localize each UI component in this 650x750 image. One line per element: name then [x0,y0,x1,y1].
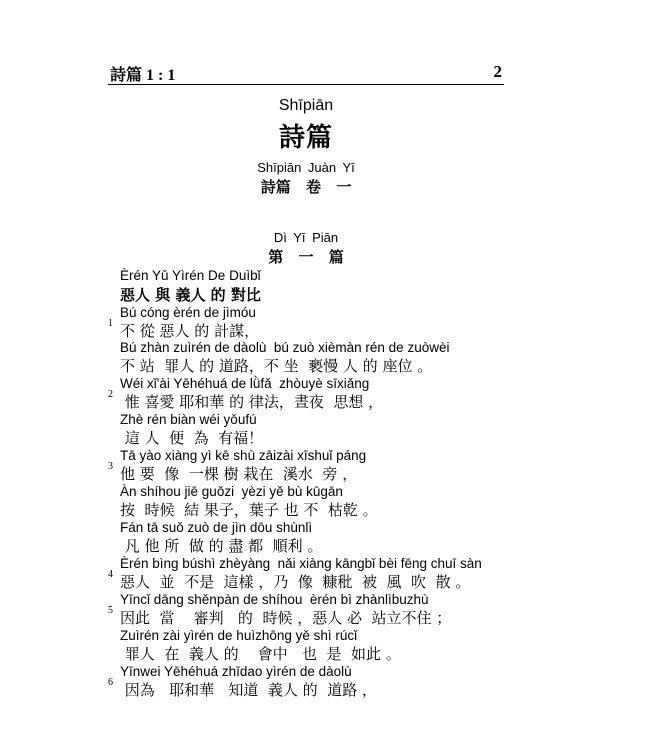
running-header: 詩篇 1 : 1 [110,67,176,84]
line-pinyin: Èrén bìng búshì zhèyàng nǎi xiàng kāngbǐ bèi fēng chuī sàn [120,556,482,571]
line-pinyin: Fán tā suǒ zuò de jìn dōu shùnlì [120,520,313,535]
line-pinyin: Zuìrén zài yìrén de huìzhōng yě shì rúcǐ [120,628,358,643]
line-pinyin: Wéi xǐ'ài Yēhéhuá de lǜfǎ zhòuyè sīxiǎng [120,376,370,391]
verse-number: 2 [108,389,113,400]
line-pinyin: Bú zhàn zuìrén de dàolù bú zuò xièmàn rén de zuòwèi [120,340,450,355]
line-hanzi: 惡人 並 不是 這樣 ，乃 像 糠秕 被 風 吹 散 。 [120,573,471,591]
line-pinyin: Àn shíhou jiē guǒzi yèzi yě bù kūgān [120,484,343,499]
volume-title-pinyin: Shīpiān Juàn Yī [257,160,355,175]
line-pinyin: Zhè rén biàn wéi yǒufú [120,412,257,427]
line-pinyin: Yīnwei Yēhéhuá zhīdao yìrén de dàolù [120,664,352,679]
book-title-pinyin: Shīpiān [278,97,334,114]
volume-title: 詩篇 卷 一 [260,178,352,196]
line-hanzi: 按 時候 結 果子，葉子 也 不 枯乾 。 [120,501,378,519]
line-hanzi: 因為 耶和華 知道 義人 的 道路 ， [120,681,377,699]
line-pinyin: Yīncǐ dāng shěnpàn de shíhou èrén bì zhànlìbuzhù [120,592,429,607]
verse-number: 6 [108,677,113,688]
line-hanzi: 凡 他 所 做 的 盡 都 順利 。 [120,537,323,555]
line-hanzi: 這 人 便 為 有福！ [120,429,264,447]
line-pinyin: Bú cóng èrén de jìmóu [120,305,256,320]
chapter-title-pinyin: Dì Yī Piān [273,230,339,245]
book-title: 詩篇 [278,123,333,153]
line-hanzi: 罪人 在 義人 的 會中 也 是 如此 。 [120,645,401,663]
verse-number: 3 [108,461,113,472]
verse-number: 1 [108,318,113,329]
chapter-title: 第 一 篇 [268,248,344,266]
line-hanzi: 因此 當 審判 的 時候 ，惡人 必 站立不住 ； [120,609,452,627]
line-hanzi: 不 站 罪人 的 道路，不 坐 褻慢 人 的 座位 。 [120,357,433,375]
page-number: 2 [493,62,502,81]
line-pinyin: Tā yào xiàng yì kē shù zāizài xīshuǐ páng [120,448,367,463]
verse-number: 5 [108,605,113,616]
verse-number: 4 [108,569,113,580]
line-hanzi: 惟 喜愛 耶和華 的 律法，晝夜 思想 ， [120,393,384,411]
line-hanzi: 他 要 像 一棵 樹 栽在 溪水 旁 ， [120,465,358,483]
section-heading: 惡人 與 義人 的 對比 [120,286,261,304]
header-rule [108,84,504,85]
section-heading-pinyin: Èrén Yǔ Yìrén De Duìbǐ [120,268,261,283]
line-hanzi: 不 從 惡人 的 計謀， [120,322,260,340]
